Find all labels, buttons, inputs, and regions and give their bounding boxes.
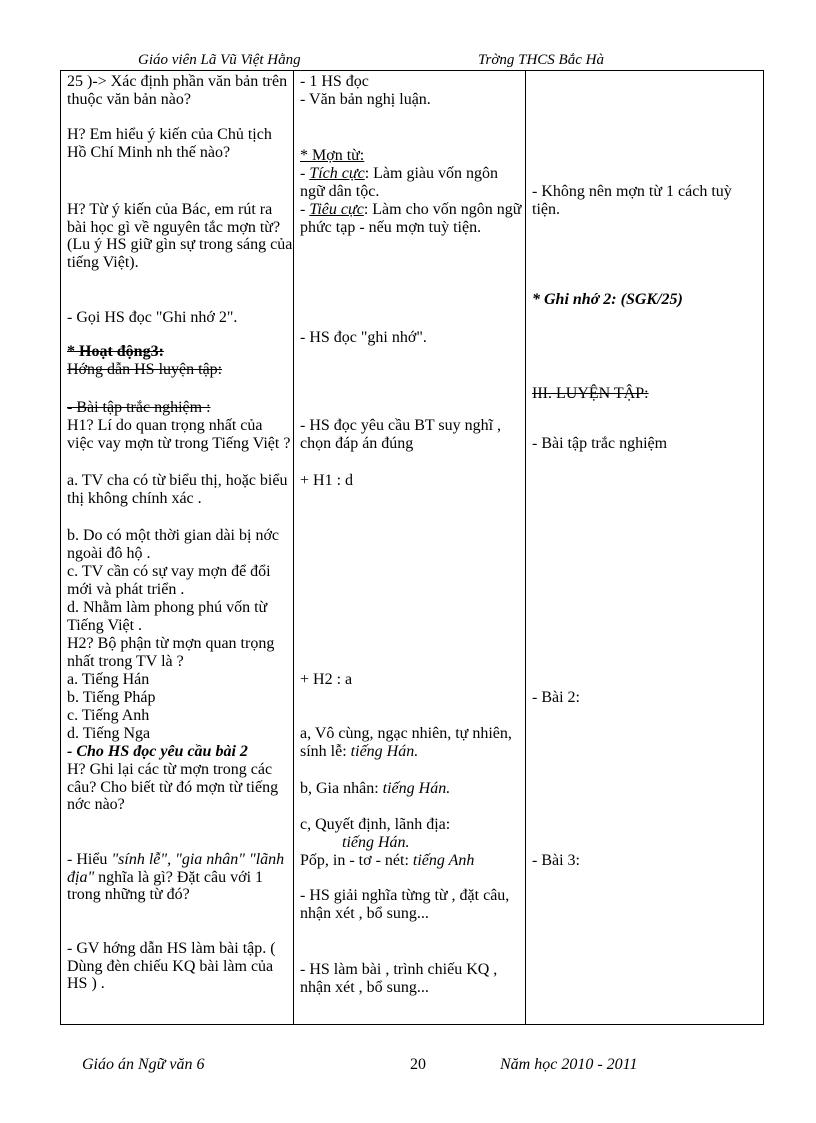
exercise-2-call: - Cho HS đọc yêu cầu bài 2: [67, 743, 248, 760]
col3-no-arbitrary: - Không nên mợn từ 1 cách tuỳ tiện.: [532, 183, 732, 218]
col1-block-2: H? Em hiểu ý kiến của Chủ tịch Hồ Chí Minh nh thế nào?: [67, 126, 272, 161]
col3-multiple-choice: - Bài tập trắc nghiệm: [532, 435, 668, 452]
positive-text: : Làm giàu vốn ngôn ngữ dân tộc.: [300, 165, 499, 200]
question-2: H2? Bộ phận từ mợn quan trọng nhất trong TV là ?: [67, 635, 275, 670]
col2-homework: - HS làm bài , trình chiếu KQ , nhận xét , bổ sung...: [300, 961, 498, 996]
remember-2: * Ghi nhớ 2: (SGK/25): [532, 291, 683, 308]
exercise-heading-text: - Bài tập trắc nghiệm :: [67, 399, 211, 416]
col2-ghinho: - HS đọc "ghi nhớ".: [300, 329, 427, 346]
question-2-option-c: c. Tiếng Anh: [67, 707, 150, 724]
answer-bai2-b: [300, 780, 526, 798]
activity-3-title: [67, 343, 293, 361]
answer-bai2-a-lang: tiếng Hán.: [350, 742, 419, 760]
header-teacher: Giáo viên Lã Vũ Việt Hằng: [138, 52, 301, 68]
question-1: H1? Lí do quan trọng nhất của việc vay mợn từ trong Tiếng Việt ?: [67, 417, 291, 452]
col2-exercise-read: - HS đọc yêu cầu BT suy nghĩ , chọn đáp án đúng: [300, 417, 502, 452]
teacher-guidance: - GV hớng dẫn HS làm bài tập. ( Dùng đèn chiếu KQ bài làm của HS ) .: [67, 940, 276, 992]
exercise-2-question: H? Ghi lại các từ mợn trong các câu? Cho biết từ đó mợn từ tiếng nớc nào?: [67, 761, 279, 813]
negative-label: Tiêu cực: [309, 201, 364, 218]
answer-bai2-a: [300, 725, 526, 760]
col2-explain: - HS giải nghĩa từng từ , đặt câu, nhận xét , bổ sung...: [300, 887, 510, 922]
answer-1: + H1 : d: [300, 472, 354, 489]
lesson-table: [60, 70, 764, 1025]
borrowing-title-text: * Mợn từ:: [300, 147, 365, 164]
question-1-option-a: a. TV cha có từ biểu thị, hoặc biểu thị không chính xác .: [67, 472, 288, 507]
answer-bai2-b-lang: tiếng Hán.: [382, 780, 451, 797]
exercise-3-question: [67, 851, 293, 904]
answer-bai2-pop-text: Pốp, in - tơ - nét:: [300, 852, 413, 869]
question-2-option-d: d. Tiếng Nga: [67, 725, 151, 742]
practice-heading: [532, 385, 760, 403]
col2-block-2: - Văn bản nghị luận.: [300, 91, 431, 108]
question-1-option-b: b. Do có một thời gian dài bị nớc ngoài đô hộ .: [67, 527, 279, 562]
negative-point: - Tiêu cực: Làm cho vốn ngôn ngữ phức tạp - nếu mợn tuỳ tiện.: [300, 201, 522, 236]
negative-text: : Làm cho vốn ngôn ngữ phức tạp - nếu mợn tuỳ tiện.: [300, 201, 522, 236]
exercise-heading: [67, 399, 293, 417]
col2-block-1: - 1 HS đọc: [300, 73, 369, 90]
answer-bai2-c-lang: [300, 834, 526, 852]
col1-block-3: H? Từ ý kiến của Bác, em rút ra bài học gì về nguyên tắc mợn từ? (Lu ý HS giữ gìn sự trong sáng của tiếng Việt).: [67, 201, 293, 271]
answer-2: + H2 : a: [300, 671, 353, 688]
question-1-option-c: c. TV cần có sự vay mợn để đổi mới và phát triển .: [67, 563, 271, 598]
activity-3-subtitle-text: Hớng dẫn HS luyện tập:: [67, 361, 223, 378]
question-2-option-b: b. Tiếng Pháp: [67, 689, 156, 706]
col1-block-4: - Gọi HS đọc "Ghi nhớ 2".: [67, 309, 238, 326]
exercise-3-prefix: - Hiểu: [67, 851, 112, 868]
answer-bai2-b-text: b, Gia nhân:: [300, 780, 383, 797]
positive-label: Tích cực: [309, 165, 365, 182]
footer-year: Năm học 2010 - 2011: [500, 1056, 638, 1073]
col3-exercise-2: - Bài 2:: [532, 689, 580, 706]
page-number: 20: [410, 1056, 426, 1073]
col3-exercise-3: - Bài 3:: [532, 852, 580, 869]
answer-bai2-pop-lang: tiếng Anh: [412, 852, 475, 869]
col1-block-1: 25 )-> Xác định phần văn bản trên thuộc văn bản nào?: [67, 73, 288, 108]
question-1-option-d: d. Nhằm làm phong phú vốn từ Tiếng Việt .: [67, 599, 268, 634]
exercise-3-suffix: nghĩa là gì? Đặt câu với 1 trong những từ đó?: [67, 868, 264, 903]
borrowing-title: [300, 147, 526, 165]
practice-heading-text: III. LUYỆN TẬP:: [532, 385, 649, 402]
answer-bai2-pop: [300, 852, 526, 870]
activity-3-title-text: * Hoạt động3:: [67, 343, 164, 360]
column-divider-1: [293, 71, 294, 1024]
answer-bai2-c: c, Quyết định, lãnh địa:: [300, 816, 451, 833]
question-2-option-a: a. Tiếng Hán: [67, 671, 150, 688]
activity-3-subtitle: [67, 361, 293, 379]
answer-bai2-c-lang-text: tiếng Hán.: [342, 834, 410, 851]
header-school: Trờng THCS Bắc Hà: [478, 52, 604, 68]
exercise-3-words: "sính lễ", "gia nhân" "lãnh địa": [67, 851, 285, 886]
footer-title: Giáo án Ngữ văn 6: [82, 1056, 205, 1073]
answer-bai2-a-text: a, Vô cùng, ngạc nhiên, tự nhiên, sính lễ:: [300, 725, 512, 760]
positive-point: - Tích cực: Làm giàu vốn ngôn ngữ dân tộc.: [300, 165, 499, 200]
